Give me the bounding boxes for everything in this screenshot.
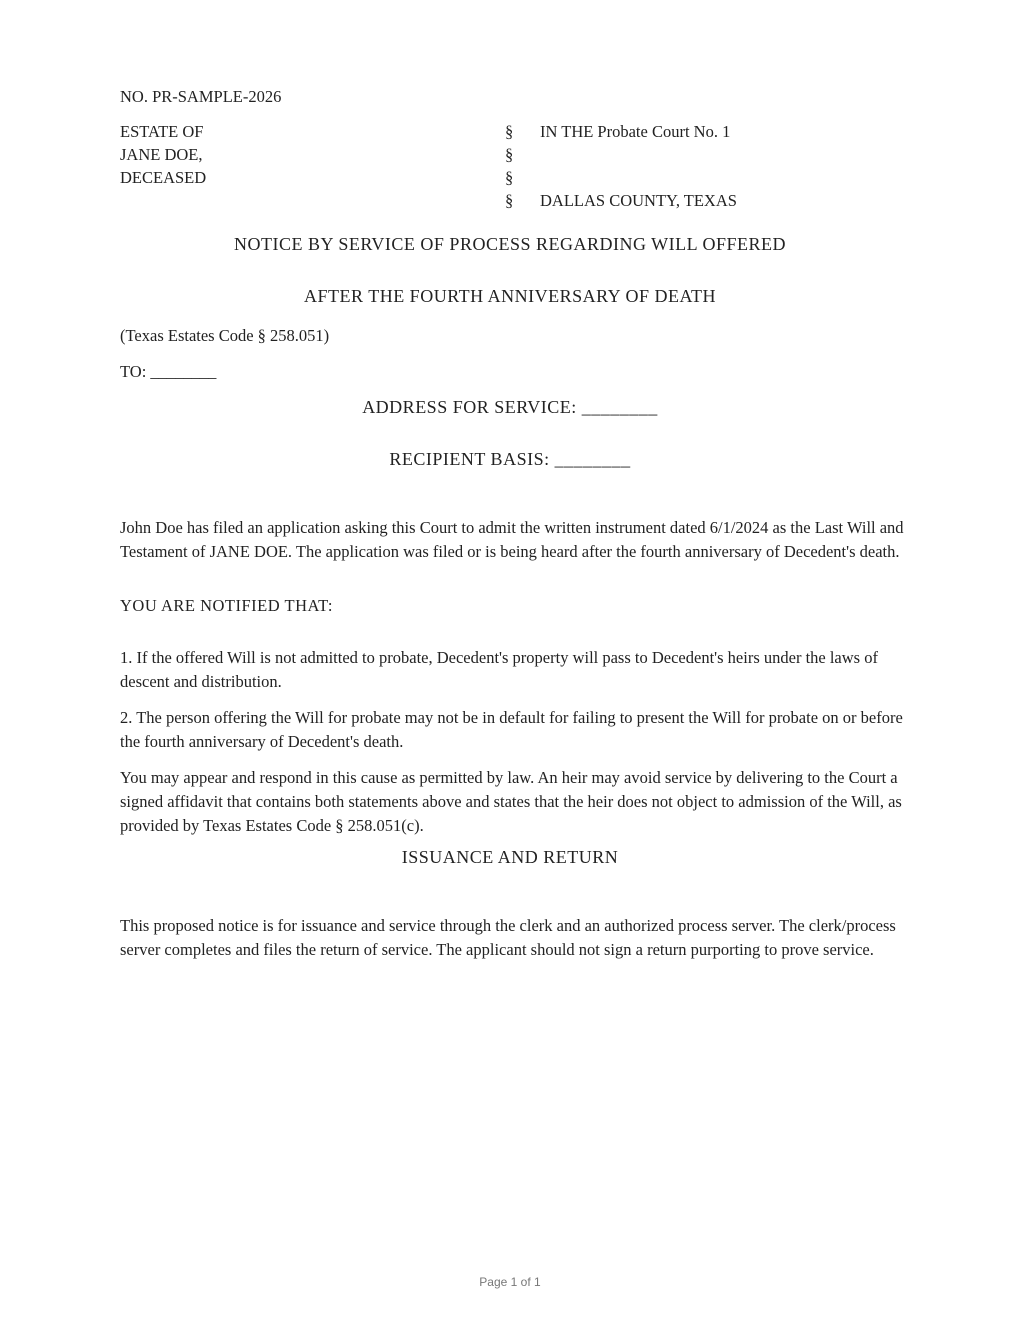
response-paragraph: You may appear and respond in this cause as permitted by law. An heir may avoid service by delivering to the Court a signed affidavit that contains both statements above and states that the heir does not object to admission of the Will, as provided by Texas Estates Code § 258.051(c). [120,767,902,835]
section-mark: § [505,168,514,187]
section-mark: § [505,191,514,210]
caption-court-block [540,120,737,212]
address-for-service: ADDRESS FOR SERVICE: ________ [362,397,658,417]
caption-estate-block [120,120,206,189]
issuance-heading: ISSUANCE AND RETURN [401,847,619,867]
court-name: IN THE Probate Court No. 1 [540,122,731,141]
issuance-paragraph: This proposed notice is for issuance and service through the clerk and an authorized process server. The clerk/process server completes and files the return of service. The applicant should not sign a return purporting to prove service. [120,915,896,959]
notice-item-2: 2. The person offering the Will for probate may not be in default for failing to present the Will for probate on or before the fourth anniversary of Decedent's death. [120,707,903,751]
notice-item-1: 1. If the offered Will is not admitted to probate, Decedent's property will pass to Decedent's heirs under the laws of descent and distribution. [120,647,878,691]
caption-line-deceased: DECEASED [120,168,207,187]
statute-reference: (Texas Estates Code § 258.051) [120,326,330,345]
to-line: TO: ________ [120,362,217,381]
page-number-footer: Page 1 of 1 [479,1275,541,1289]
section-mark: § [505,145,514,164]
notice-title-line-2: AFTER THE FOURTH ANNIVERSARY OF DEATH [304,286,716,306]
intro-paragraph: John Doe has filed an application asking this Court to admit the written instrument dated 6/1/2024 as the Last Will and Testament of JANE DOE. The application was filed or is being heard after the fourth anniversary of Decedent's death. [120,517,904,561]
court-county: DALLAS COUNTY, TEXAS [540,191,737,210]
case-number: NO. PR-SAMPLE-2026 [120,87,282,106]
caption-line-decedent-name: JANE DOE, [120,145,203,164]
caption-section-marks [505,120,519,212]
caption-line-estate-of: ESTATE OF [120,122,204,141]
notice-title-line-1: NOTICE BY SERVICE OF PROCESS REGARDING WILL OFFERED [234,234,786,254]
notified-heading: YOU ARE NOTIFIED THAT: [120,596,333,615]
recipient-basis: RECIPIENT BASIS: ________ [389,449,631,469]
section-mark: § [505,122,514,141]
